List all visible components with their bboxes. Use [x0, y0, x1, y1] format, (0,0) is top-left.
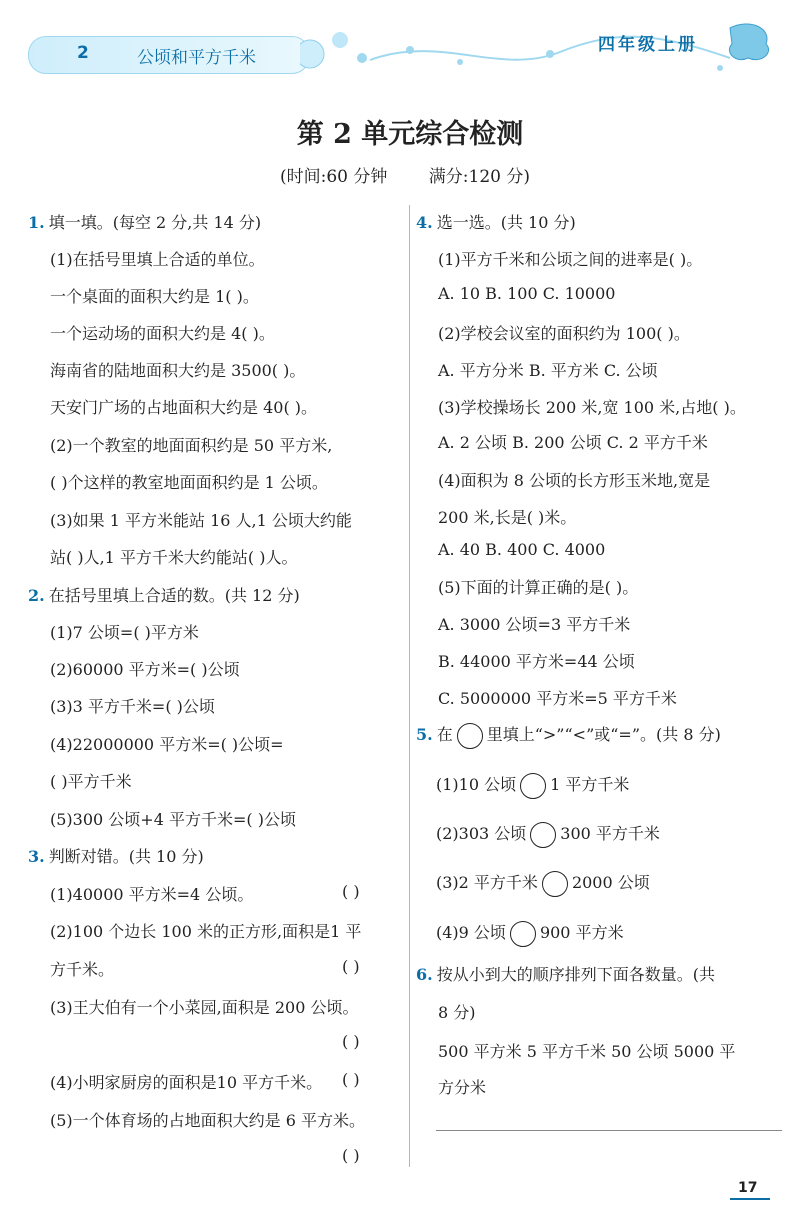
line-text: (2)学校会议室的面积约为 100( )。 — [438, 324, 690, 343]
compare-circle-icon[interactable] — [520, 773, 546, 799]
text-line — [438, 686, 677, 709]
circle-blank-icon — [457, 723, 483, 749]
column-divider — [409, 205, 410, 1167]
text-line — [50, 882, 253, 905]
text-line — [438, 468, 710, 491]
line-text: C. 5000000 平方米=5 平方千米 — [438, 689, 677, 708]
line-text: 500 平方米 5 平方千米 50 公顷 5000 平 — [438, 1042, 736, 1061]
text-line — [438, 1039, 735, 1062]
grade-label: 四年级上册 — [598, 35, 698, 55]
line-text: (5)300 公顷+4 平方千米=( )公顷 — [50, 810, 296, 829]
full-score: 满分:120 分) — [428, 167, 531, 187]
question-number: 3. — [28, 847, 45, 866]
question-number: 4. — [416, 213, 433, 232]
compare-item — [436, 920, 624, 947]
line-text: (1)7 公顷=( )平方米 — [50, 623, 199, 642]
text-line — [438, 575, 638, 598]
line-text: A. 3000 公顷=3 平方千米 — [438, 615, 631, 634]
page-number: 17 — [738, 1180, 758, 1196]
line-text: 在括号里填上合适的数。(共 12 分) — [48, 586, 300, 605]
line-text: 方千米。 — [50, 960, 115, 979]
page-title: 第 2 单元综合检测 — [296, 119, 524, 150]
compare-item — [436, 772, 629, 799]
text-line — [50, 769, 132, 792]
question-number: 5. — [416, 725, 433, 744]
q6-line1: 按从小到大的顺序排列下面各数量。(共 — [436, 965, 715, 984]
question-6-heading — [416, 962, 715, 985]
text-line — [438, 395, 746, 418]
line-text: A. 10 B. 100 C. 10000 — [438, 284, 616, 303]
line-text: (2)一个教室的地面面积约是 50 平方米, — [50, 436, 333, 455]
text-line — [50, 247, 265, 270]
line-text: A. 40 B. 400 C. 4000 — [438, 540, 606, 559]
text-line — [50, 1108, 365, 1131]
line-text: (4)小明家厨房的面积是10 平方千米。 — [50, 1073, 323, 1092]
line-text: (1)40000 平方米=4 公顷。 — [50, 885, 254, 904]
line-text: 填一填。(每空 2 分,共 14 分) — [48, 213, 262, 232]
text-line — [438, 358, 658, 381]
question-number: 2. — [28, 586, 45, 605]
line-text: 方分米 — [438, 1078, 487, 1097]
line-text: 选一选。(共 10 分) — [436, 213, 576, 232]
line-text: B. 44000 平方米=44 公顷 — [438, 652, 635, 671]
text-line — [438, 247, 702, 270]
line-text: 200 米,长是( )米。 — [438, 508, 577, 527]
compare-item — [436, 821, 660, 848]
line-text: 站( )人,1 平方千米大约能站( )人。 — [50, 548, 298, 567]
bubble-decoration-icon — [300, 14, 780, 94]
compare-item — [436, 870, 650, 897]
text-line — [50, 470, 328, 493]
compare-left: (4)9 公顷 — [436, 923, 506, 942]
text-line — [28, 210, 261, 233]
text-line — [28, 583, 300, 606]
text-line — [50, 995, 358, 1018]
compare-left: (1)10 公顷 — [436, 775, 517, 794]
exam-info — [0, 162, 800, 187]
compare-circle-icon[interactable] — [542, 871, 568, 897]
question-number: 6. — [416, 965, 433, 984]
text-line — [50, 620, 199, 643]
text-line — [416, 210, 576, 233]
time-limit: (时间:60 分钟 — [279, 167, 388, 187]
answer-bracket[interactable]: ( ) — [342, 1032, 360, 1051]
unit-number: 2 — [77, 43, 89, 63]
line-text: 海南省的陆地面积大约是 3500( )。 — [50, 361, 306, 380]
line-text: (2)100 个边长 100 米的正方形,面积是1 平 — [50, 922, 362, 941]
question-6-heading-cont: 8 分) — [438, 1003, 476, 1022]
line-text: (3)如果 1 平方米能站 16 人,1 公顷大约能 — [50, 511, 352, 530]
text-line — [50, 395, 317, 418]
line-text: A. 2 公顷 B. 200 公顷 C. 2 平方千米 — [438, 433, 708, 452]
text-line — [50, 284, 259, 307]
compare-circle-icon[interactable] — [510, 921, 536, 947]
line-text: (4)面积为 8 公顷的长方形玉米地,宽是 — [438, 471, 711, 490]
line-text: (3)学校操场长 200 米,宽 100 米,占地( )。 — [438, 398, 746, 417]
text-line — [438, 430, 708, 453]
text-line — [438, 612, 630, 635]
answer-bracket[interactable]: ( ) — [342, 882, 360, 901]
answer-bracket[interactable]: ( ) — [342, 1146, 360, 1165]
text-line — [50, 358, 305, 381]
line-text: (1)平方千米和公顷之间的进率是( )。 — [438, 250, 703, 269]
line-text: 判断对错。(共 10 分) — [48, 847, 204, 866]
text-line — [28, 844, 204, 867]
compare-right: 2000 公顷 — [571, 873, 650, 892]
text-line — [50, 807, 296, 830]
text-line — [50, 1070, 322, 1093]
answer-bracket[interactable]: ( ) — [342, 957, 360, 976]
line-text: (5)下面的计算正确的是( )。 — [438, 578, 639, 597]
line-text: (1)在括号里填上合适的单位。 — [50, 250, 265, 269]
line-text: 一个运动场的面积大约是 4( )。 — [50, 324, 275, 343]
compare-right: 1 平方千米 — [550, 775, 630, 794]
text-line — [438, 284, 615, 303]
line-text: (3)3 平方千米=( )公顷 — [50, 697, 215, 716]
compare-circle-icon[interactable] — [530, 822, 556, 848]
answer-line — [436, 1130, 782, 1131]
text-line — [50, 508, 352, 531]
unit-name: 公顷和平方千米 — [137, 48, 256, 68]
text-line — [438, 1075, 486, 1098]
text-line — [438, 540, 605, 559]
compare-right: 900 平方米 — [539, 923, 624, 942]
text-line — [50, 657, 240, 680]
question-5-heading — [416, 722, 721, 749]
text-line — [438, 505, 576, 528]
text-line — [438, 321, 690, 344]
line-text: (2)60000 平方米=( )公顷 — [50, 660, 240, 679]
line-text: ( )平方千米 — [50, 772, 132, 791]
line-text: (4)22000000 平方米=( )公顷= — [50, 735, 284, 754]
q5-pre: 在 — [436, 725, 453, 744]
text-line — [50, 694, 215, 717]
compare-right: 300 平方千米 — [560, 824, 660, 843]
text-line — [438, 649, 635, 672]
line-text: (5)一个体育场的占地面积大约是 6 平方米。 — [50, 1111, 366, 1130]
text-line — [50, 321, 275, 344]
page-number-bar — [730, 1198, 770, 1200]
answer-bracket[interactable]: ( ) — [342, 1070, 360, 1089]
text-line — [50, 545, 298, 568]
text-line — [50, 919, 361, 942]
q5-post: 里填上“>”“<”或“=”。(共 8 分) — [486, 725, 721, 744]
line-text: A. 平方分米 B. 平方米 C. 公顷 — [438, 361, 658, 380]
text-line — [50, 957, 114, 980]
line-text: 天安门广场的占地面积大约是 40( )。 — [50, 398, 318, 417]
line-text: 一个桌面的面积大约是 1( )。 — [50, 287, 259, 306]
unit-banner — [28, 36, 310, 74]
text-line — [50, 433, 332, 456]
text-line — [50, 732, 284, 755]
compare-left: (3)2 平方千米 — [436, 873, 538, 892]
line-text: ( )个这样的教室地面面积约是 1 公顷。 — [50, 473, 328, 492]
compare-left: (2)303 公顷 — [436, 824, 527, 843]
question-number: 1. — [28, 213, 45, 232]
line-text: (3)王大伯有一个小菜园,面积是 200 公顷。 — [50, 998, 359, 1017]
